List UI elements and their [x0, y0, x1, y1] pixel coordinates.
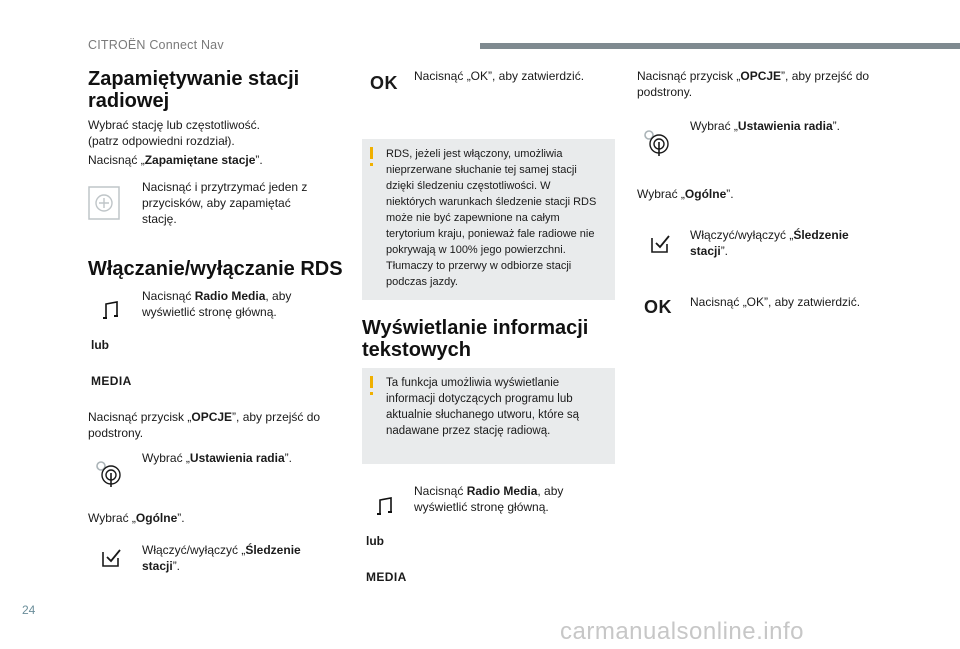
note-text: RDS, jeżeli jest włączony, umożliwia nieprzerwane słuchanie tej samej stacji dzięki śledzeniu częstotliwości. W niektórych warunkach śledzenie stacji RDS może nie być zapewnione na całym terytorium kraju, ponieważ fale radiowe nie pokrywają w 100% jego powierzchni. Tłumaczy to przerwy w odbiorze stacji podczas jazdy. — [386, 148, 597, 288]
text: Nacisnąć przycisk „ — [88, 410, 192, 424]
text: Nacisnąć — [142, 289, 195, 303]
text: , aby wyświetlić stronę główną. — [142, 289, 292, 319]
text: Nacisnąć przycisk „ — [637, 69, 741, 83]
music-note-icon — [374, 496, 396, 523]
text: ”. — [284, 451, 292, 465]
ok-button-label: OK — [644, 297, 672, 317]
paragraph-toggle-tracking — [142, 542, 322, 574]
text: Nacisnąć — [414, 484, 467, 498]
text: Wybrać „ — [142, 451, 190, 465]
text: ”, aby przejść do podstrony. — [637, 69, 870, 99]
text-line: (patrz odpowiedni rozdział). — [88, 134, 235, 148]
paragraph-press-radio-media-2 — [414, 483, 589, 515]
media-button-label: MEDIA — [366, 570, 407, 584]
or-label: lub — [366, 534, 384, 548]
bold-term: Ustawienia radia — [737, 119, 833, 133]
add-preset-icon — [88, 186, 120, 225]
section-heading-rds: Włączanie/wyłączanie RDS — [88, 258, 343, 280]
checkbox-icon — [650, 234, 672, 259]
paragraph-select-radio-settings — [142, 450, 292, 466]
paragraph-toggle-tracking-2 — [690, 227, 870, 259]
bold-term: OPCJE — [740, 69, 782, 83]
text: Wybrać „ — [690, 119, 738, 133]
text-line: Wybrać stację lub częstotliwość. — [88, 118, 260, 132]
bold-term: Ustawienia radia — [189, 451, 285, 465]
checkbox-icon — [101, 548, 123, 573]
text: Włączyć/wyłączyć „ — [142, 543, 246, 557]
paragraph-press-radio-media — [142, 288, 317, 320]
music-note-icon — [100, 300, 122, 327]
paragraph-press-options-2 — [637, 68, 887, 100]
paragraph-select-general-2 — [637, 186, 734, 202]
note-text: Ta funkcja umożliwia wyświetlanie informacji dotyczących programu lub aktualnie słuchanego utworu, które są nadawane przez stację radiową. — [386, 377, 580, 437]
text: ”. — [720, 244, 729, 258]
or-label: lub — [91, 338, 109, 352]
info-icon-dot — [370, 392, 373, 395]
paragraph-press-memory — [88, 152, 263, 168]
text: Wybrać „ — [88, 511, 136, 525]
ok-button-label: OK — [370, 73, 398, 93]
section-heading-station-memory: Zapamiętywanie stacji radiowej — [88, 68, 300, 112]
info-icon-dot — [370, 163, 373, 166]
text: Wybrać „ — [637, 187, 685, 201]
text: ”. — [832, 119, 840, 133]
radio-settings-icon — [642, 127, 672, 162]
bold-term: Radio Media — [194, 289, 266, 303]
bold-term: Ogólne — [684, 187, 727, 201]
text: , aby wyświetlić stronę główną. — [414, 484, 564, 514]
paragraph-press-ok-2: Nacisnąć „OK”, aby zatwierdzić. — [690, 295, 861, 309]
info-note-rds — [362, 139, 615, 300]
watermark: carmanualsonline.info — [560, 618, 804, 645]
page-header-title: CITROËN Connect Nav — [88, 38, 224, 52]
bold-term: Śledzenie stacji — [142, 543, 301, 573]
paragraph-press-options — [88, 409, 328, 441]
text: Nacisnąć „ — [88, 153, 145, 167]
radio-settings-icon — [94, 458, 124, 493]
header-bar — [480, 43, 960, 49]
page-number: 24 — [22, 603, 36, 617]
bold-term: OPCJE — [191, 410, 233, 424]
text: Włączyć/wyłączyć „ — [690, 228, 794, 242]
paragraph-select-station — [88, 117, 328, 149]
text: ”. — [172, 559, 181, 573]
text: ”. — [726, 187, 734, 201]
bold-term: Śledzenie stacji — [690, 228, 849, 258]
info-icon-bar — [370, 147, 373, 159]
paragraph-select-general — [88, 510, 185, 526]
paragraph-select-radio-settings-2 — [690, 118, 840, 134]
paragraph-press-ok: Nacisnąć „OK”, aby zatwierdzić. — [414, 69, 585, 83]
bold-term: Ogólne — [135, 511, 178, 525]
info-icon-bar — [370, 376, 373, 388]
text: ”. — [177, 511, 185, 525]
paragraph-hold-button: Nacisnąć i przytrzymać jeden z przycisków, aby zapamiętać stację. — [142, 180, 308, 226]
section-heading-text-info: Wyświetlanie informacji tekstowych — [362, 317, 589, 361]
bold-term: Zapamiętane stacje — [144, 153, 256, 167]
info-note-text-function — [362, 368, 615, 464]
text: ”. — [255, 153, 263, 167]
media-button-label: MEDIA — [91, 374, 132, 388]
text: ”, aby przejść do podstrony. — [88, 410, 321, 440]
bold-term: Radio Media — [466, 484, 538, 498]
